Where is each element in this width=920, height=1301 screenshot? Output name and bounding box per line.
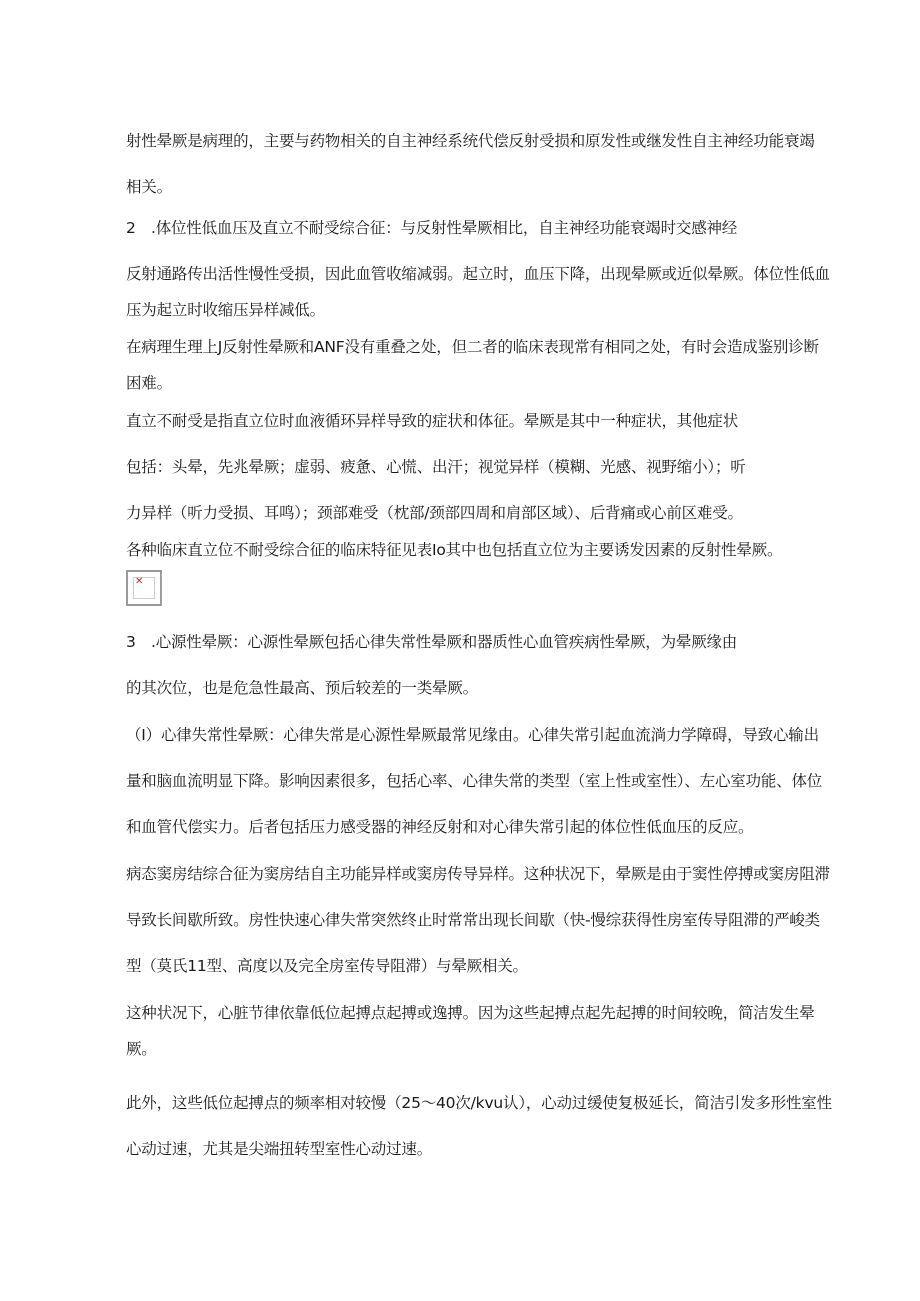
text-line: 导致长间歇所致。房性快速心律失常突然终止时常常出现长间歇（快-慢综获得性房室传导阻滞的严峻类: [126, 911, 820, 929]
text-line: 包括：头晕，先兆晕厥；虚弱、疲惫、心慌、出汗；视觉异样（模糊、光感、视野缩小）；听: [126, 458, 746, 476]
text-line: 的其次位，也是危急性最高、预后较差的一类晕厥。: [126, 679, 478, 697]
text-line: 3 .心源性晕厥：心源性晕厥包括心律失常性晕厥和器质性心血管疾病性晕厥，为晕厥缘由: [126, 633, 738, 651]
text-line: 各种临床直立位不耐受综合征的临床特征见表Io其中也包括直立位为主要诱发因素的反射性晕厥。: [126, 541, 783, 559]
text-line: 心动过速，尤其是尖端扭转型室性心动过速。: [126, 1140, 433, 1158]
text-line: 反射通路传出活性慢性受损，因此血管收缩减弱。起立时，血压下降，出现晕厥或近似晕厥。体位性低血: [126, 265, 830, 283]
text-line: 直立不耐受是指直立位时血液循环异样导致的症状和体征。晕厥是其中一种症状，其他症状: [126, 412, 739, 430]
text-line: （I）心律失常性晕厥：心律失常是心源性晕厥最常见缘由。心律失常引起血流淌力学障碍，导致心输出: [126, 726, 819, 744]
text-line: 力异样（听力受损、耳鸣）；颈部难受（枕部/颈部四周和肩部区域）、后背痛或心前区难受。: [126, 504, 743, 522]
text-line: 量和脑血流明显下降。影响因素很多，包括心率、心律失常的类型（室上性或室性）、左心室功能、体位: [126, 772, 823, 790]
text-line: 压为起立时收缩压异样减低。: [126, 301, 325, 319]
text-line: 型（莫氏11型、高度以及完全房室传导阻滞）与晕厥相关。: [126, 957, 528, 975]
text-line: 这种状况下，心脏节律依靠低位起搏点起搏或逸搏。因为这些起搏点起先起搏的时间较晚，简洁发生晕: [126, 1004, 815, 1022]
text-line: 和血管代偿实力。后者包括压力感受器的神经反射和对心律失常引起的体位性低血压的反应。: [126, 818, 754, 836]
text-line: 困难。: [126, 374, 172, 392]
text-line: 在病理生理上J反射性晕厥和ANF没有重叠之处，但二者的临床表现常有相同之处，有时会造成鉴别诊断: [126, 338, 819, 356]
text-line: 2 .体位性低血压及直立不耐受综合征：与反射性晕厥相比，自主神经功能衰竭时交感神经: [126, 219, 738, 237]
text-line: 此外，这些低位起搏点的频率相对较慢（25〜40次/kvu认），心动过缓使复极延长，简洁引发多形性室性: [126, 1094, 832, 1112]
text-line: 病态窦房结综合征为窦房结自主功能异样或窦房传导异样。这种状况下，晕厥是由于窦性停搏或窦房阻滞: [126, 865, 830, 883]
text-line: 射性晕厥是病理的，主要与药物相关的自主神经系统代偿反射受损和原发性或继发性自主神经功能衰竭: [126, 132, 815, 150]
text-line: 厥。: [126, 1040, 157, 1058]
broken-image-icon: ✕: [126, 570, 162, 606]
text-line: 相关。: [126, 178, 172, 196]
